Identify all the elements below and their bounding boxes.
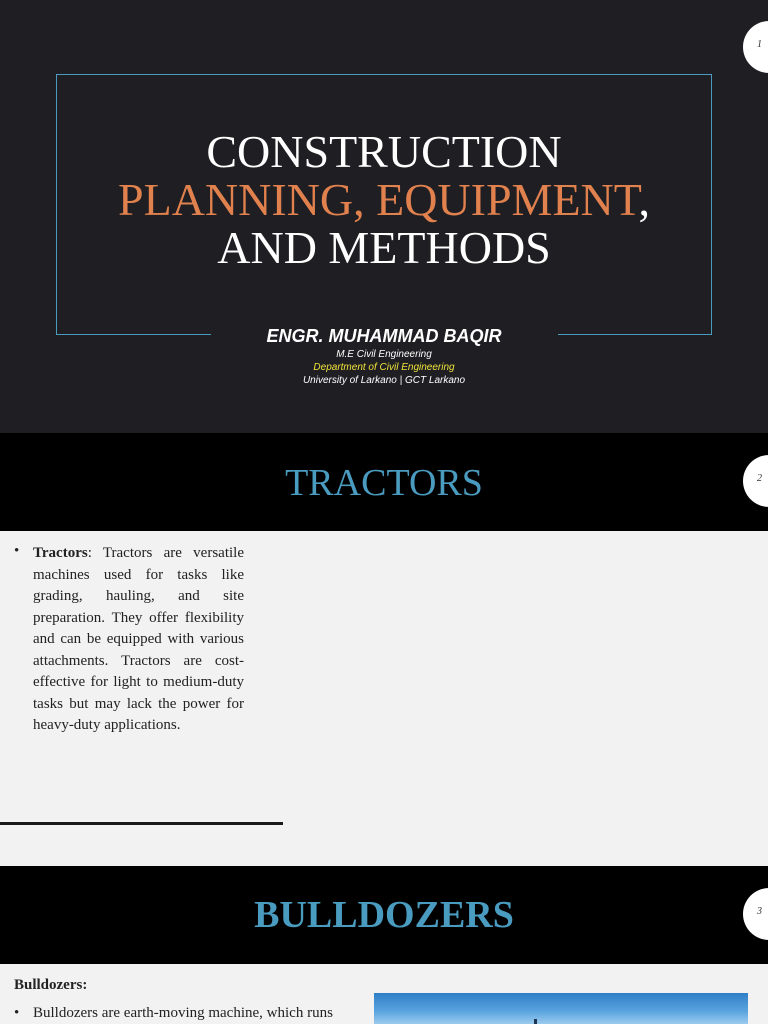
bulldozers-bullet-text: Bulldozers are earth-moving machine, which runs: [33, 1005, 333, 1021]
title-line-1: CONSTRUCTION: [206, 126, 562, 177]
title-line-2: [56, 176, 712, 224]
title-line-2-orange: PLANNING, EQUIPMENT: [118, 174, 639, 225]
bulldozer-photo: [374, 993, 748, 1024]
bulldozers-title: BULLDOZERS: [254, 894, 514, 936]
tractors-term: Tractors: [33, 545, 88, 561]
presentation-title: [56, 128, 712, 272]
tractors-bullet-text: [33, 543, 244, 737]
author-name: ENGR. MUHAMMAD BAQIR: [266, 326, 502, 346]
title-line-3: AND METHODS: [217, 222, 551, 273]
tractors-description: : Tractors are versatile machines used for tasks like grading, hauling, and site preparation. They offer flexibility and can be equipped with various attachments. Tractors are cost-effective for light to medium-duty tasks but may lack the power for heavy-duty applications.: [33, 545, 244, 733]
author-degree: M.E Civil Engineering: [336, 349, 432, 360]
page-number-2: 2: [757, 473, 762, 484]
bullet-dot: •: [14, 543, 20, 559]
title-slide: [0, 0, 768, 433]
photo-detail: [534, 1019, 537, 1024]
bullet-dot: •: [14, 1005, 20, 1021]
page-number-3: 3: [757, 906, 762, 917]
bulldozers-heading: Bulldozers:: [14, 977, 88, 993]
divider-rule: [0, 822, 283, 825]
page-number-1: 1: [757, 39, 762, 50]
author-university: University of Larkano | GCT Larkano: [302, 375, 466, 386]
tractors-title: TRACTORS: [285, 462, 483, 504]
title-line-2-comma: ,: [638, 174, 650, 225]
author-department: Department of Civil Engineering: [313, 362, 455, 373]
